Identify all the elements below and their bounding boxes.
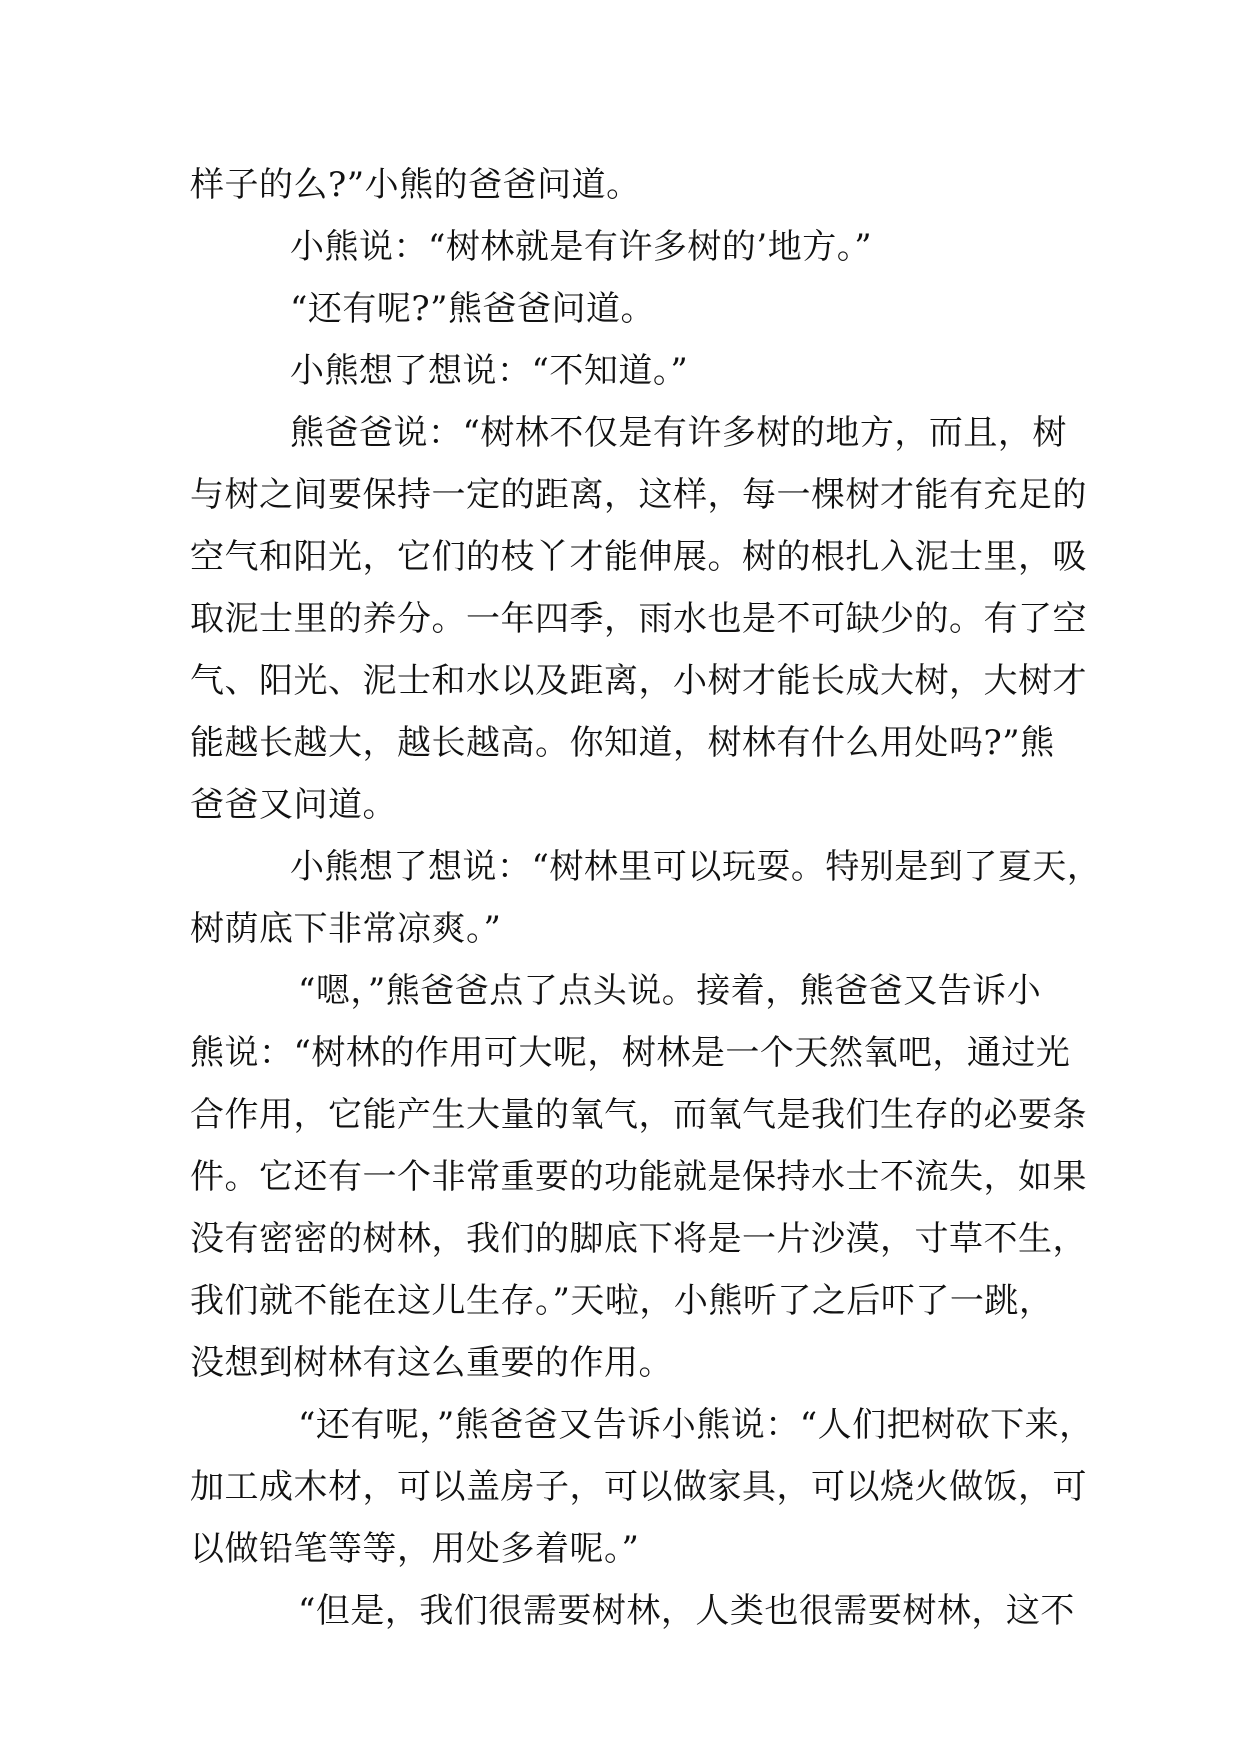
text-line-21: “还有呢，”熊爸爸又告诉小熊说：“人们把树砍下来， — [298, 1405, 1094, 1445]
text-line-18: 没有密密的树林，我们的脚底下将是一片沙漠，寸草不生， — [190, 1219, 1087, 1259]
text-line-14: “嗯，”熊爸爸点了点头说。接着，熊爸爸又告诉小 — [298, 971, 1042, 1011]
text-line-7: 空气和阳光，它们的枝丫才能伸展。树的根扎入泥士里，吸 — [190, 537, 1087, 577]
text-line-20: 没想到树林有这么重要的作用。 — [190, 1343, 673, 1383]
text-line-10: 能越长越大，越长越高。你知道，树林有什么用处吗?”熊 — [190, 723, 1055, 763]
text-line-5: 熊爸爸说：“树林不仅是有许多树的地方，而且，树 — [290, 413, 1067, 453]
text-line-11: 爸爸又问道。 — [190, 785, 397, 825]
body-text — [190, 154, 1102, 1642]
text-line-13: 树荫底下非常凉爽。” — [190, 909, 502, 949]
text-line-22: 加工成木材，可以盖房子，可以做家具，可以烧火做饭，可 — [190, 1467, 1087, 1507]
text-line-19: 我们就不能在这儿生存。”天啦，小熊听了之后吓了一跳， — [190, 1281, 1054, 1321]
text-line-23: 以做铅笔等等，用处多着呢。” — [190, 1529, 640, 1569]
text-line-8: 取泥士里的养分。一年四季，雨水也是不可缺少的。有了空 — [190, 599, 1087, 639]
text-line-9: 气、阳光、泥士和水以及距离，小树才能长成大树，大树才 — [190, 661, 1087, 701]
text-line-17: 件。它还有一个非常重要的功能就是保持水士不流失，如果 — [190, 1157, 1087, 1197]
text-line-4: 小熊想了想说：“不知道。” — [290, 351, 689, 391]
text-line-1: 样子的么?”小熊的爸爸问道。 — [190, 165, 641, 205]
text-line-15: 熊说：“树林的作用可大呢，树林是一个天然氧吧，通过光 — [190, 1033, 1071, 1073]
text-line-6: 与树之间要保持一定的距离，这样，每一棵树才能有充足的 — [190, 475, 1087, 515]
text-line-16: 合作用，它能产生大量的氧气，而氧气是我们生存的必要条 — [190, 1095, 1087, 1135]
text-line-12: 小熊想了想说：“树林里可以玩耍。特别是到了夏天， — [290, 847, 1102, 887]
text-line-2: 小熊说：“树林就是有许多树的’地方。” — [290, 227, 873, 267]
text-line-24: “但是，我们很需要树林，人类也很需要树林，这不 — [298, 1591, 1075, 1631]
text-line-3: “还有呢?”熊爸爸问道。 — [290, 289, 655, 329]
